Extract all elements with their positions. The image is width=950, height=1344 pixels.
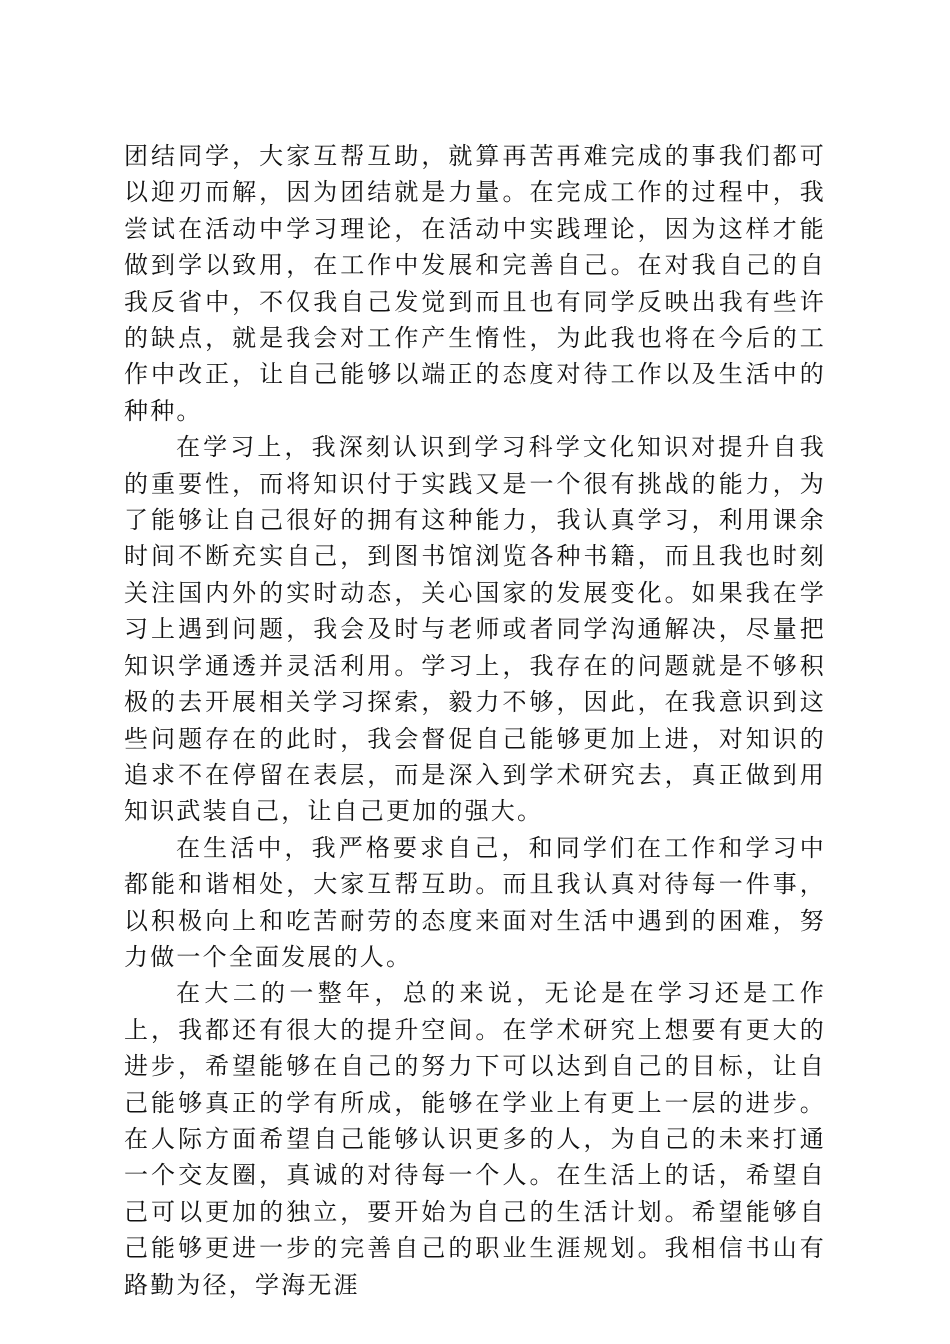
paragraph-4: 在大二的一整年，总的来说，无论是在学习还是工作上，我都还有很大的提升空间。在学术研究上想要有更大的进步，希望能够在自己的努力下可以达到自己的目标，让自己能够真正的学有所成，能够在学业上有更上一层的进步。在人际方面希望自己能够认识更多的人，为自己的未来打通一个交友圈，真诚的对待每一个人。在生活上的话，希望自己可以更加的独立，要开始为自己的生活计划。希望能够自己能够更进一步的完善自己的职业生涯规划。我相信书山有路勤为径，学海无涯 bbox=[124, 979, 826, 1299]
document-body bbox=[124, 138, 826, 1303]
paragraph-1: 团结同学，大家互帮互助，就算再苦再难完成的事我们都可以迎刃而解，因为团结就是力量。在完成工作的过程中，我尝试在活动中学习理论，在活动中实践理论，因为这样才能做到学以致用，在工作中发展和完善自己。在对我自己的自我反省中，不仅我自己发觉到而且也有同学反映出我有些许的缺点，就是我会对工作产生惰性，为此我也将在今后的工作中改正，让自己能够以端正的态度对待工作以及生活中的种种。 bbox=[124, 142, 826, 425]
paragraph-2: 在学习上，我深刻认识到学习科学文化知识对提升自我的重要性，而将知识付于实践又是一个很有挑战的能力，为了能够让自己很好的拥有这种能力，我认真学习，利用课余时间不断充实自己，到图书馆浏览各种书籍，而且我也时刻关注国内外的实时动态，关心国家的发展变化。如果我在学习上遇到问题，我会及时与老师或者同学沟通解决，尽量把知识学通透并灵活利用。学习上，我存在的问题就是不够积极的去开展相关学习探索，毅力不够，因此，在我意识到这些问题存在的此时，我会督促自己能够更加上进，对知识的追求不在停留在表层，而是深入到学术研究去，真正做到用知识武装自己，让自己更加的强大。 bbox=[124, 433, 826, 826]
paragraph-3: 在生活中，我严格要求自己，和同学们在工作和学习中都能和谐相处，大家互帮互助。而且我认真对待每一件事，以积极向上和吃苦耐劳的态度来面对生活中遇到的困难，努力做一个全面发展的人。 bbox=[124, 833, 826, 971]
